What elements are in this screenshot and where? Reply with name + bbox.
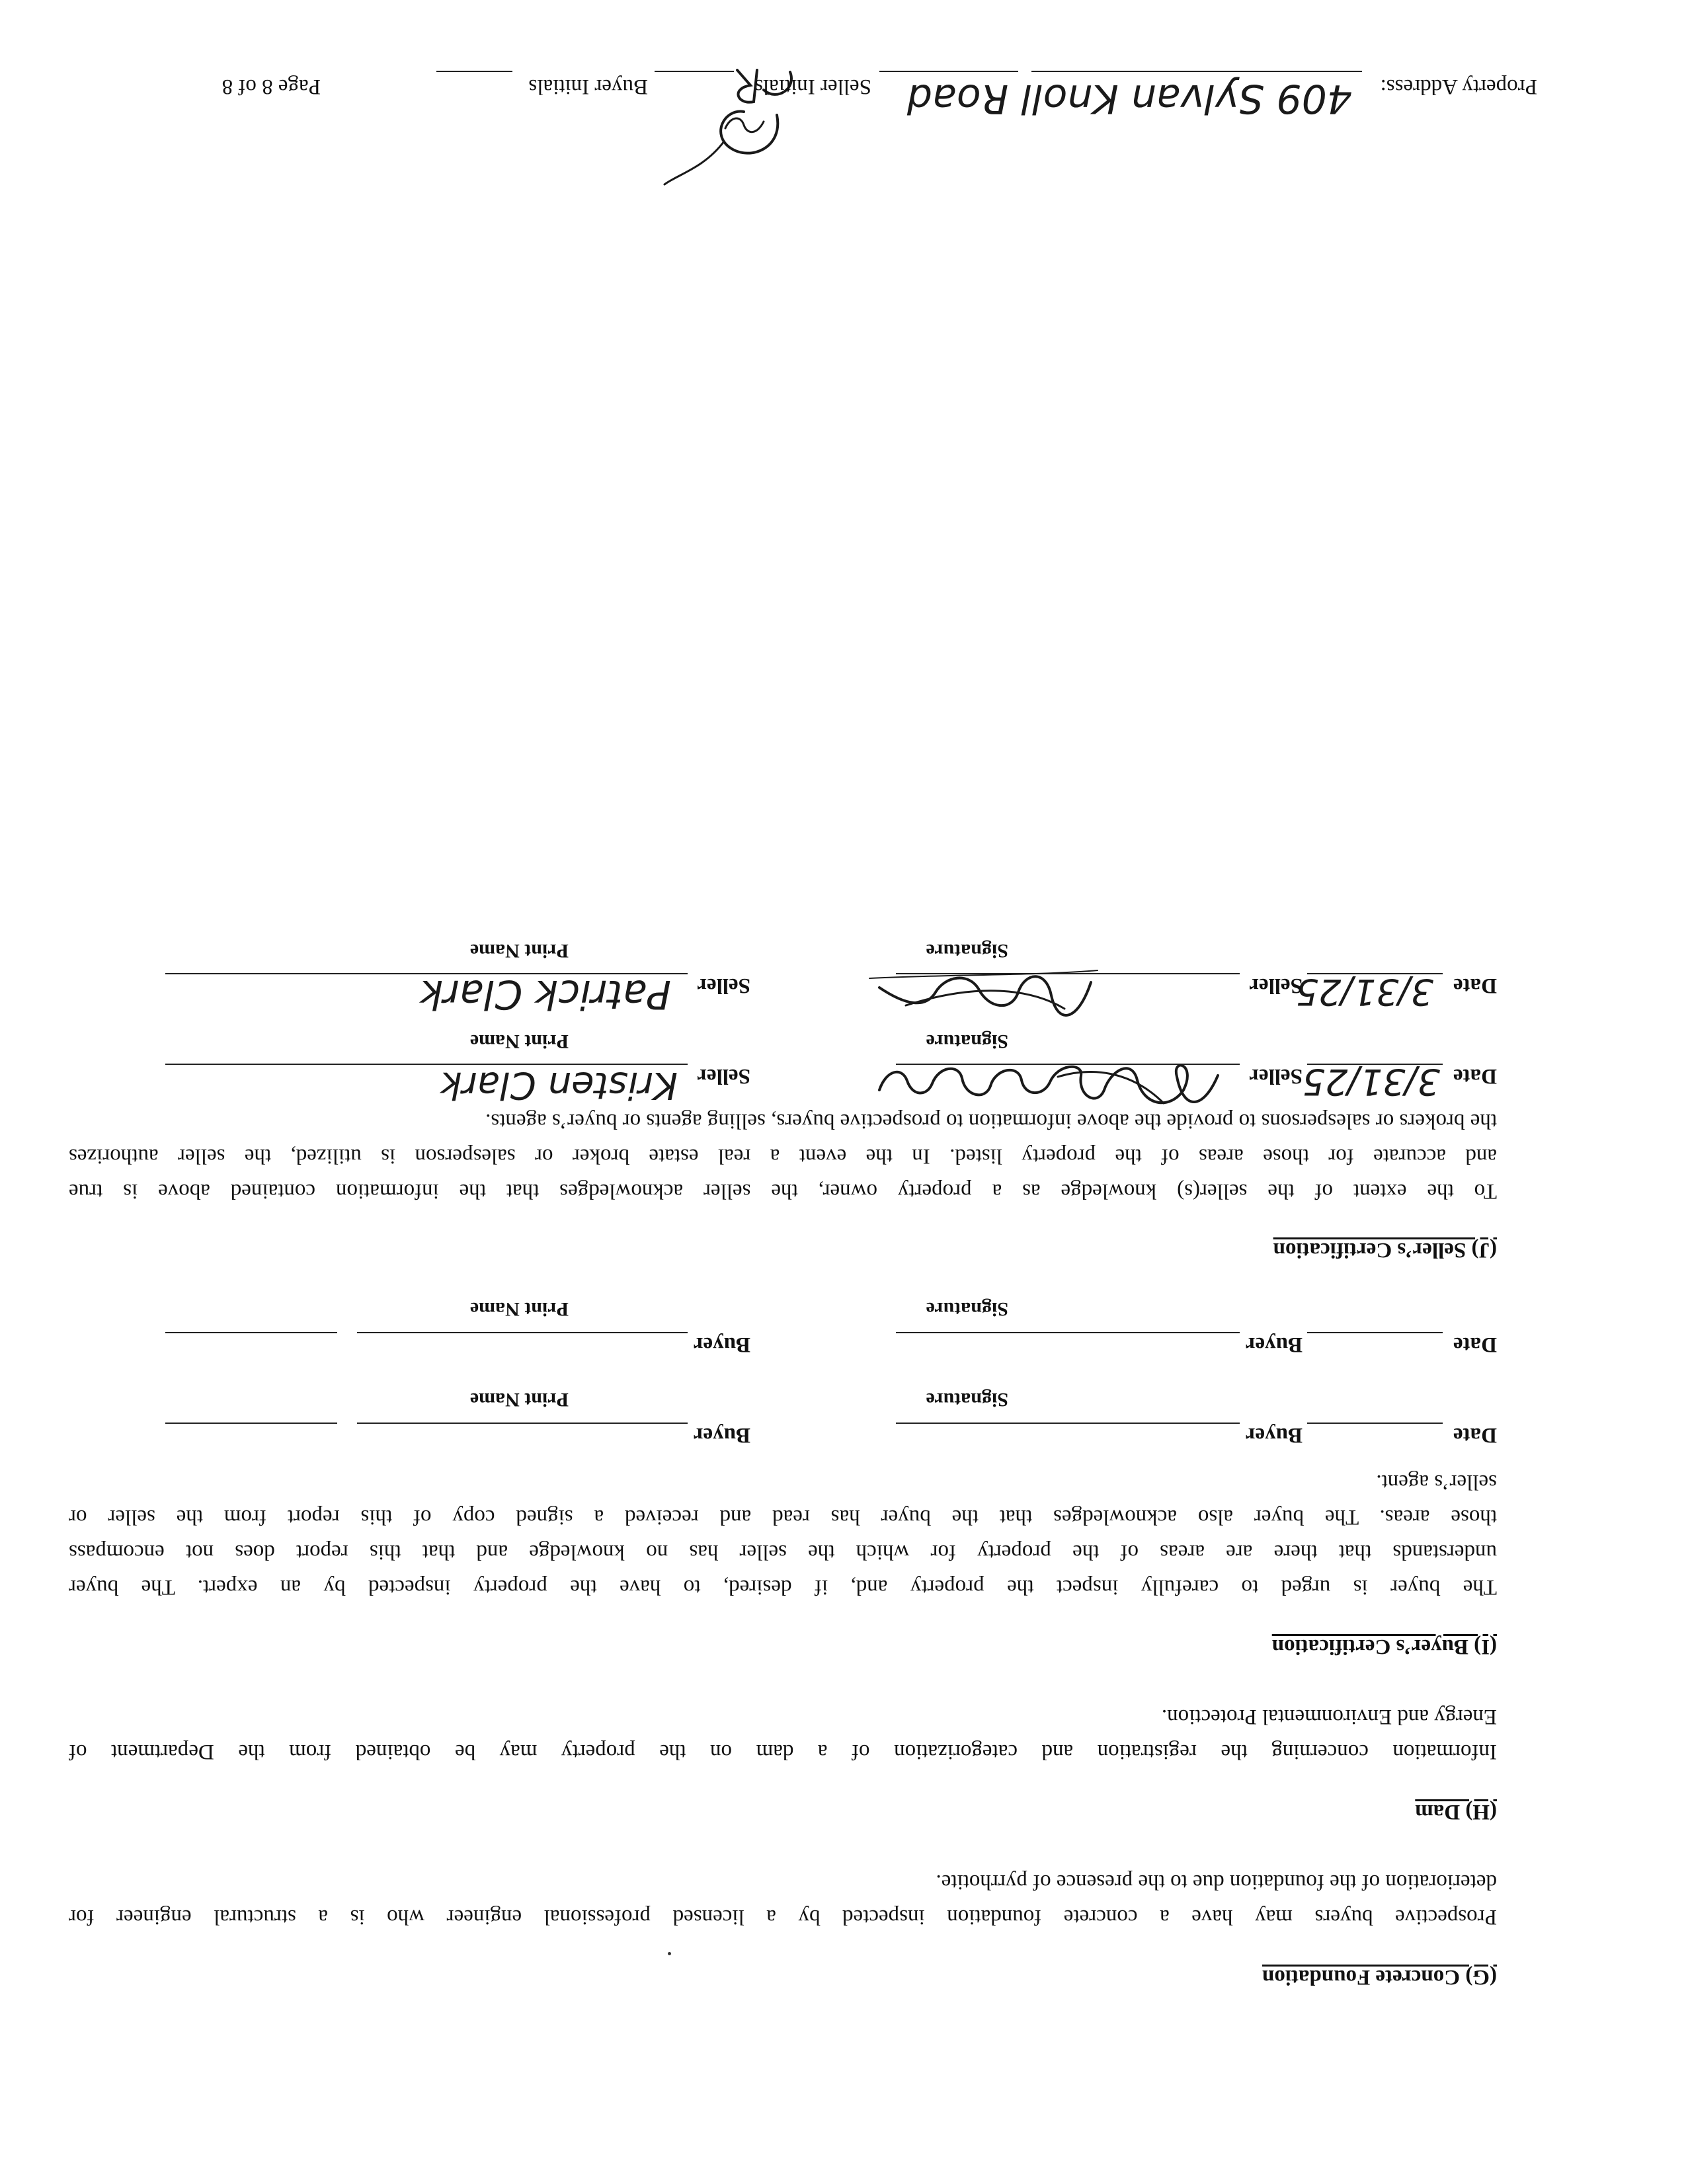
seller-label: Seller <box>697 1064 750 1088</box>
signature-caption: Signature <box>926 940 1008 962</box>
date-label: Date <box>1453 1333 1497 1356</box>
buyer-label: Buyer <box>693 1333 750 1356</box>
paragraph-line: and accurate for those areas of the property listed. In the event a real estate broker or salesperson is utilized, the seller authorizes <box>69 1144 1497 1168</box>
print-name-caption: Print Name <box>469 1298 569 1320</box>
paragraph-dam <box>69 1734 1497 1769</box>
page-number: Page 8 of 8 <box>221 75 321 98</box>
buyer-print-name-field[interactable] <box>357 1332 688 1333</box>
heading-concrete-foundation: (G) Concrete Foundation <box>1262 1965 1497 1989</box>
print-name-caption: Print Name <box>469 1031 569 1052</box>
date-field[interactable] <box>1307 1332 1443 1333</box>
buyer-label: Buyer <box>693 1423 750 1447</box>
paragraph-dam-end <box>1162 1699 1497 1734</box>
handwritten-print-name: Patrick Clark <box>420 971 671 1017</box>
date-label: Date <box>1453 1423 1497 1447</box>
paragraph-line: understands that there are areas of the property for which the seller has no knowledge and that this report does not encompass <box>69 1540 1497 1564</box>
signature-caption: Signature <box>926 1389 1008 1411</box>
seller-label: Seller <box>1249 1064 1303 1088</box>
paragraph-line: Prospective buyers may have a concrete foundation inspected by a licensed professional engineer who is a structural engineer for <box>69 1905 1497 1929</box>
signature-caption: Signature <box>926 1031 1008 1052</box>
seller-initials-label: Seller Initials <box>754 75 871 98</box>
buyer-label: Buyer <box>1245 1423 1303 1447</box>
seller-signature-scribble <box>866 962 1104 1029</box>
buyer-label: Buyer <box>1245 1333 1303 1356</box>
stray-mark <box>668 1952 671 1955</box>
paragraph-buyers-certification-end <box>1376 1464 1497 1499</box>
seller-label: Seller <box>697 974 750 997</box>
handwritten-print-name: Kristen Clark <box>440 1064 678 1107</box>
date-label: Date <box>1453 1064 1497 1088</box>
date-field[interactable] <box>1307 1423 1443 1424</box>
paragraph-concrete-foundation <box>69 1899 1497 1934</box>
paragraph-line: Information concerning the registration and categorization of a dam on the property may be obtained from the Department of <box>69 1740 1497 1764</box>
handwritten-date: 3/31/25 <box>1302 1061 1440 1103</box>
seller-initials-extension <box>655 71 734 72</box>
heading-buyers-certification: (I) Buyer’s Certification <box>1271 1635 1497 1658</box>
property-address-field[interactable] <box>1031 71 1362 72</box>
paragraph-concrete-foundation-end <box>936 1864 1497 1899</box>
signature-caption: Signature <box>926 1298 1008 1320</box>
seller-signature-scribble <box>866 1054 1223 1116</box>
handwritten-property-address: 409 Sylvan Knoll Road <box>907 75 1352 122</box>
print-name-caption: Print Name <box>469 1389 569 1411</box>
heading-dam: (H) Dam <box>1415 1800 1497 1824</box>
paragraph-line: To the extent of the seller(s) knowledge as a property owner, the seller acknowledges that the information contained above is true <box>69 1179 1497 1203</box>
buyer-print-name-extension <box>165 1423 337 1424</box>
paragraph-line: the brokers or salespersons to provide the above information to prospective buyers, selling agents or buyer’s agents. <box>485 1109 1497 1133</box>
paragraph-line: Energy and Environmental Protection. <box>1161 1705 1497 1729</box>
buyer-initials-label: Buyer Initials <box>528 75 648 98</box>
property-address-label: Property Address: <box>1380 75 1537 98</box>
paragraph-sellers-certification <box>69 1138 1497 1208</box>
paragraph-line: seller’s agent. <box>1376 1470 1497 1494</box>
heading-sellers-certification: (J) Seller’s Certification <box>1273 1238 1497 1262</box>
buyer-print-name-field[interactable] <box>357 1423 688 1424</box>
buyer-signature-field[interactable] <box>896 1332 1240 1333</box>
paragraph-line: those areas. The buyer also acknowledges that the buyer has read and received a signed copy of this report from the seller or <box>69 1505 1497 1529</box>
buyer-signature-field[interactable] <box>896 1423 1240 1424</box>
seller-label: Seller <box>1249 974 1303 997</box>
paragraph-line: The buyer is urged to carefully inspect the property and, if desired, to have the property inspected by an expert. The buyer <box>69 1575 1497 1599</box>
buyer-print-name-extension <box>165 1332 337 1333</box>
print-name-caption: Print Name <box>469 940 569 962</box>
paragraph-buyers-certification <box>69 1499 1497 1604</box>
buyer-initials-field[interactable] <box>436 71 512 72</box>
paragraph-line: deterioration of the foundation due to the presence of pyrrhotite. <box>936 1870 1497 1894</box>
date-label: Date <box>1453 974 1497 997</box>
handwritten-date: 3/31/25 <box>1295 971 1433 1013</box>
seller-initials-field[interactable] <box>879 71 1018 72</box>
